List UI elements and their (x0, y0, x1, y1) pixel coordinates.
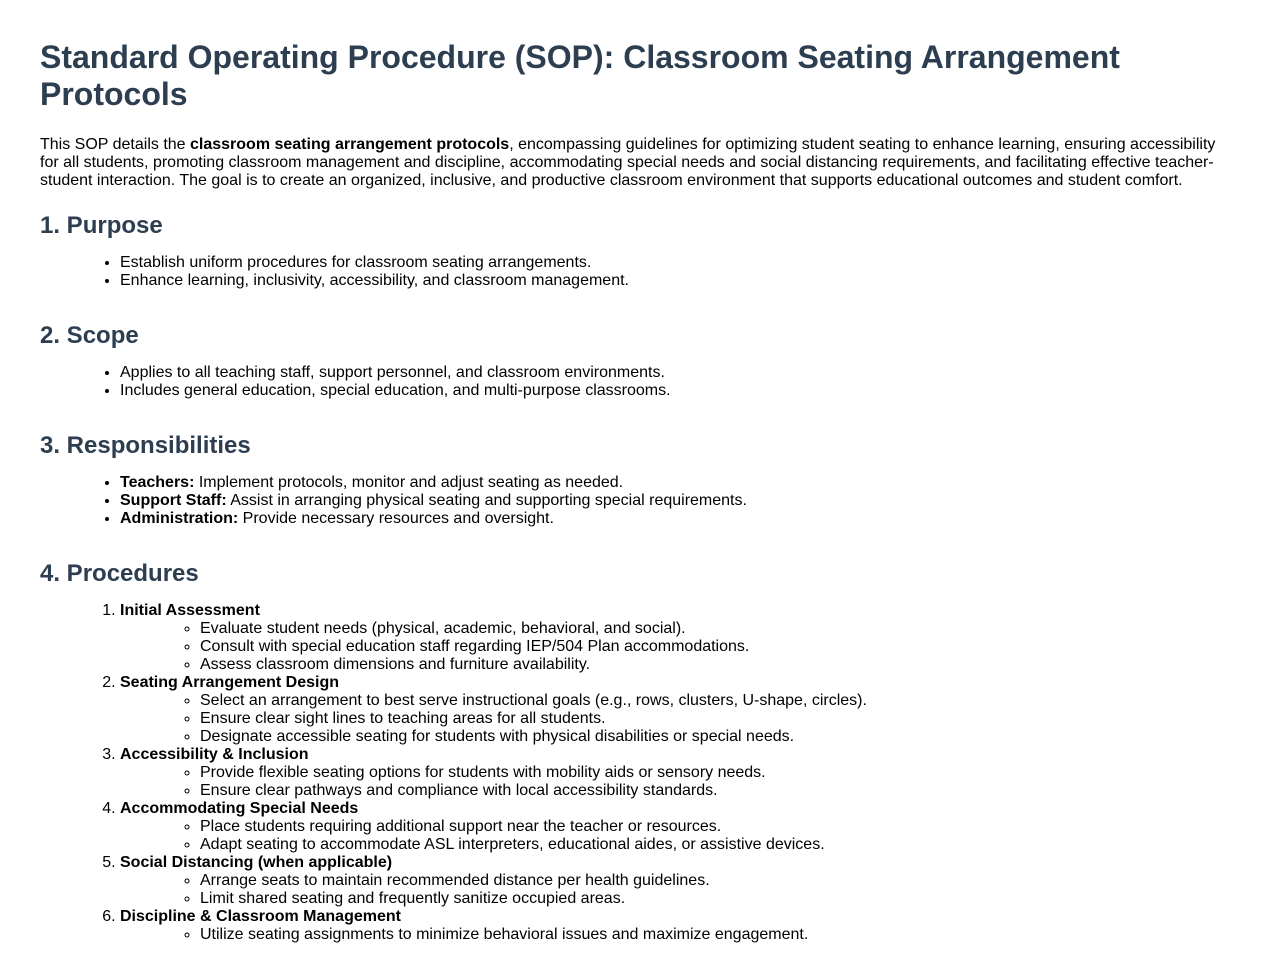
list-item: • Enhance learning, inclusivity, accessibility, and classroom management. (120, 272, 1223, 290)
list-item: ◦ Evaluate student needs (physical, academic, behavioral, and social). (200, 620, 1223, 638)
role-label: Support Staff: (120, 492, 227, 509)
intro-paragraph (40, 136, 1223, 190)
intro-prefix: This SOP details the (40, 136, 190, 153)
step-items (120, 692, 1223, 746)
step-title: Accommodating Special Needs (120, 800, 359, 817)
section-heading-procedures: 4. Procedures (40, 560, 199, 587)
step-title: Initial Assessment (120, 602, 260, 619)
list-item (120, 474, 1223, 492)
section-heading-purpose: 1. Purpose (40, 212, 163, 239)
step-title: Accessibility & Inclusion (120, 746, 309, 763)
list-item: ◦ Designate accessible seating for students with physical disabilities or special needs. (200, 728, 1223, 746)
step-items (120, 764, 1223, 800)
role-text: Assist in arranging physical seating and supporting special requirements. (226, 492, 747, 509)
responsibilities-list (40, 474, 1223, 528)
procedure-step (120, 908, 1223, 944)
list-item: ◦ Adapt seating to accommodate ASL interpreters, educational aides, or assistive devices. (200, 836, 1223, 854)
procedure-step (120, 800, 1223, 854)
purpose-list (40, 254, 1223, 290)
step-title: Seating Arrangement Design (120, 674, 340, 691)
page-title: Standard Operating Procedure (SOP): Classroom Seating Arrangement Protocols (40, 39, 1120, 112)
procedures-list (40, 602, 1223, 944)
list-item: ◦ Arrange seats to maintain recommended distance per health guidelines. (200, 872, 1223, 890)
intro-bold: classroom seating arrangement protocols (190, 136, 510, 153)
procedure-step (120, 674, 1223, 746)
procedure-step (120, 854, 1223, 908)
list-item: ◦ Select an arrangement to best serve instructional goals (e.g., rows, clusters, U-shape, circles). (200, 692, 1223, 710)
role-label: Administration: (120, 510, 239, 527)
scope-list (40, 364, 1223, 400)
list-item: ◦ Ensure clear pathways and compliance with local accessibility standards. (200, 782, 1223, 800)
step-title: Discipline & Classroom Management (120, 908, 401, 925)
list-item (120, 510, 1223, 528)
list-item: ◦ Consult with special education staff regarding IEP/504 Plan accommodations. (200, 638, 1223, 656)
intro-suffix: , encompassing guidelines for optimizing student seating to enhance learning, ensuring accessibility for all students, promoting classroom management and discipline, accommodating special needs and social distancing requirements, and facilitating effective teacher-student interaction. The goal is to create an organized, inclusive, and productive classroom environment that supports educational outcomes and student comfort. (40, 136, 1216, 189)
list-item: ◦ Provide flexible seating options for students with mobility aids or sensory needs. (200, 764, 1223, 782)
role-text: Provide necessary resources and oversight. (238, 510, 554, 527)
step-items (120, 620, 1223, 674)
list-item: ◦ Assess classroom dimensions and furniture availability. (200, 656, 1223, 674)
list-item: • Applies to all teaching staff, support personnel, and classroom environments. (120, 364, 1223, 382)
role-text: Implement protocols, monitor and adjust seating as needed. (194, 474, 624, 491)
role-label: Teachers: (120, 474, 195, 491)
procedure-step (120, 746, 1223, 800)
list-item (120, 492, 1223, 510)
list-item: ◦ Ensure clear sight lines to teaching areas for all students. (200, 710, 1223, 728)
list-item: • Establish uniform procedures for classroom seating arrangements. (120, 254, 1223, 272)
step-items (120, 926, 1223, 944)
section-heading-scope: 2. Scope (40, 322, 139, 349)
step-items (120, 872, 1223, 908)
list-item: ◦ Place students requiring additional support near the teacher or resources. (200, 818, 1223, 836)
list-item: ◦ Utilize seating assignments to minimize behavioral issues and maximize engagement. (200, 926, 1223, 944)
procedure-step (120, 602, 1223, 674)
list-item: ◦ Limit shared seating and frequently sanitize occupied areas. (200, 890, 1223, 908)
step-title: Social Distancing (when applicable) (120, 854, 393, 871)
section-heading-responsibilities: 3. Responsibilities (40, 432, 251, 459)
step-items (120, 818, 1223, 854)
list-item: • Includes general education, special education, and multi-purpose classrooms. (120, 382, 1223, 400)
